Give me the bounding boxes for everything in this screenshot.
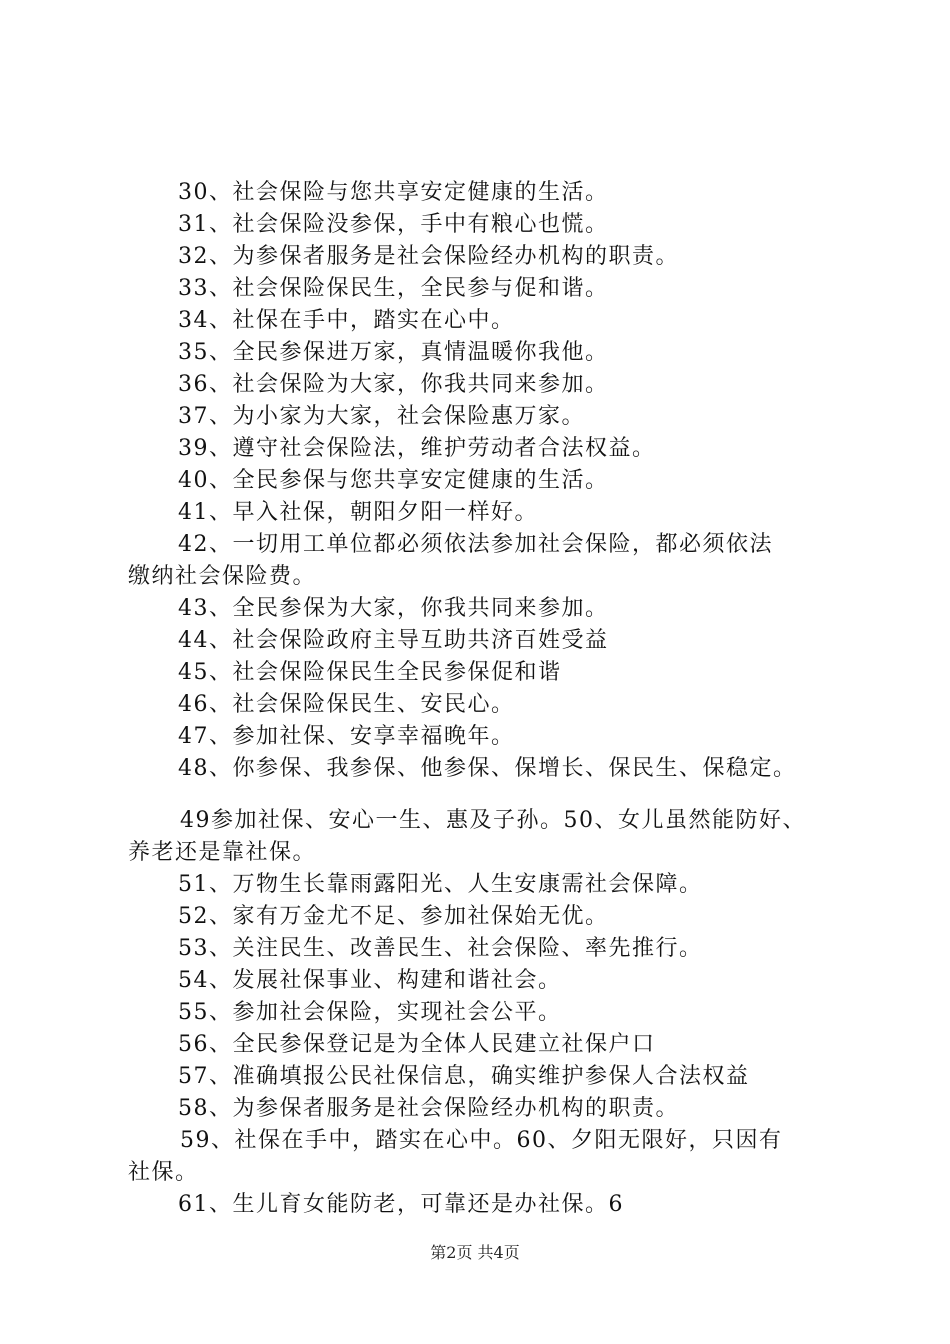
text-line: 48、你参保、我参保、他参保、保增长、保民生、保稳定。 [178,756,797,781]
text-line: 41、早入社保，朝阳夕阳一样好。 [178,500,538,525]
text-line: 31、社会保险没参保，手中有粮心也慌。 [178,212,609,237]
text-line: 43、全民参保为大家，你我共同来参加。 [178,596,609,621]
text-line-continuation: 缴纳社会保险费。 [128,564,317,589]
text-line: 33、社会保险保民生，全民参与促和谐。 [178,276,609,301]
text-line: 57、准确填报公民社保信息，确实维护参保人合法权益 [178,1064,750,1089]
text-line: 46、社会保险保民生、安民心。 [178,692,515,717]
text-line: 55、参加社会保险，实现社会公平。 [178,1000,562,1025]
text-line: 39、遵守社会保险法，维护劳动者合法权益。 [178,436,656,461]
text-line: 52、家有万金尤不足、参加社保始无优。 [178,904,609,929]
text-line-continuation: 养老还是靠社保。 [128,840,317,865]
text-line: 51、万物生长靠雨露阳光、人生安康需社会保障。 [178,872,703,897]
text-line: 35、全民参保进万家，真情温暖你我他。 [178,340,609,365]
text-line: 30、社会保险与您共享安定健康的生活。 [178,180,609,205]
text-line: 58、为参保者服务是社会保险经办机构的职责。 [178,1096,679,1121]
text-line: 36、社会保险为大家，你我共同来参加。 [178,372,609,397]
text-line: 45、社会保险保民生全民参保促和谐 [178,660,562,685]
text-line: 59、社保在手中，踏实在心中。60、夕阳无限好，只因有 [180,1128,783,1153]
text-line: 49参加社保、安心一生、惠及子孙。50、女儿虽然能防好、 [180,808,806,833]
text-line: 61、生儿育女能防老，可靠还是办社保。6 [178,1192,624,1217]
text-line: 47、参加社保、安享幸福晚年。 [178,724,515,749]
text-line: 40、全民参保与您共享安定健康的生活。 [178,468,609,493]
text-line: 42、一切用工单位都必须依法参加社会保险，都必须依法 [178,532,773,557]
text-line: 54、发展社保事业、构建和谐社会。 [178,968,562,993]
page-footer: 第2页 共4页 [430,1243,520,1262]
text-line: 44、社会保险政府主导互助共济百姓受益 [178,628,609,653]
text-line: 37、为小家为大家，社会保险惠万家。 [178,404,585,429]
text-line-continuation: 社保。 [128,1160,199,1185]
text-line: 34、社保在手中，踏实在心中。 [178,308,515,333]
text-line: 32、为参保者服务是社会保险经办机构的职责。 [178,244,679,269]
text-line: 53、关注民生、改善民生、社会保险、率先推行。 [178,936,703,961]
text-line: 56、全民参保登记是为全体人民建立社保户口 [178,1032,656,1057]
